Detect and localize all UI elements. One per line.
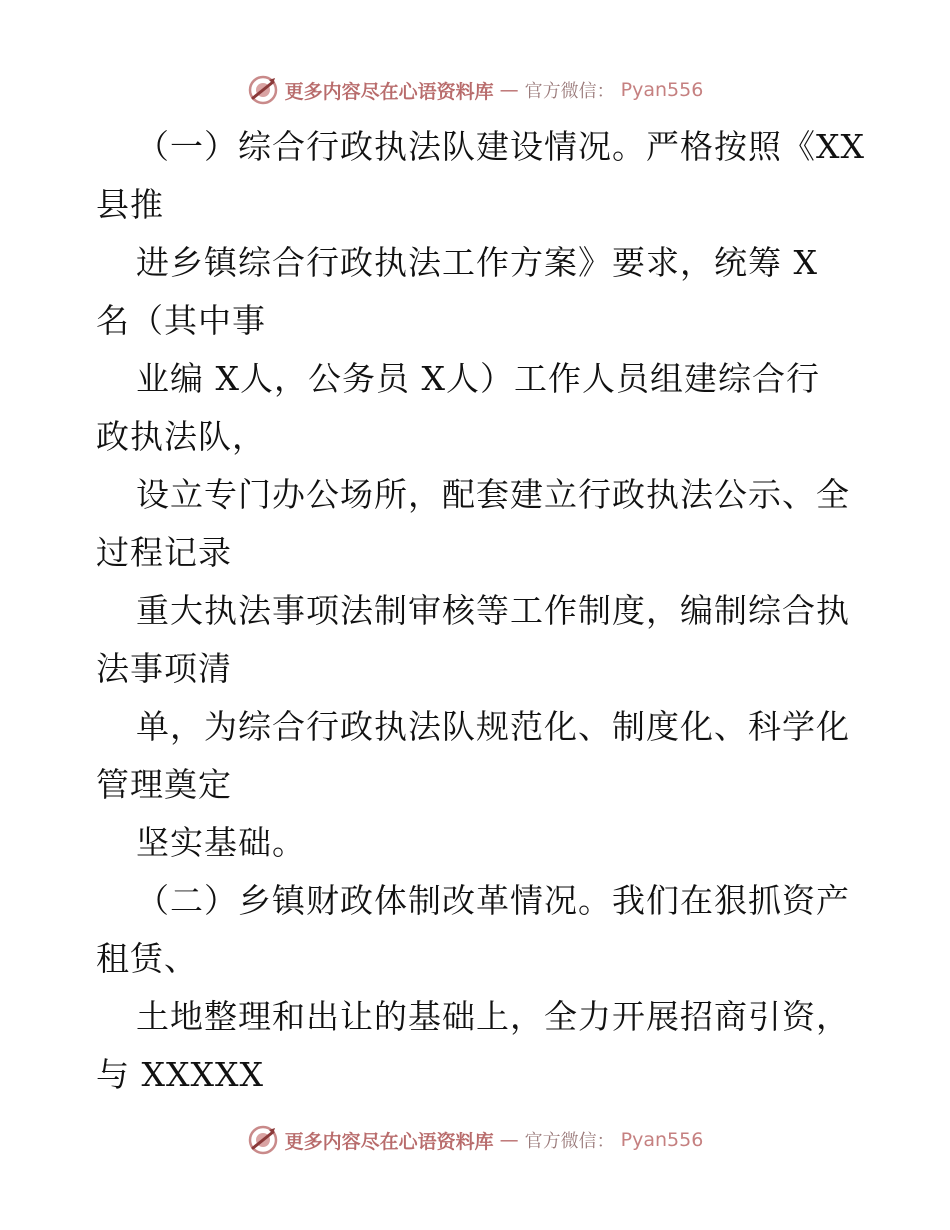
body-line: 业编 X人，公务员 X人）工作人员组建综合行 xyxy=(136,359,820,398)
brand-logo-icon xyxy=(247,74,279,106)
header-contact-label: 官方微信： xyxy=(524,81,615,102)
brand-logo-icon xyxy=(247,1124,279,1156)
body-line: 县推 xyxy=(96,185,164,224)
header-separator: — xyxy=(499,79,519,101)
footer-brand-text: 更多内容尽在心语资料库 xyxy=(284,1130,494,1153)
body-line: 政执法队， xyxy=(96,417,266,456)
body-line: 进乡镇综合行政执法工作方案》要求，统筹 X xyxy=(136,243,818,282)
body-line: 名（其中事 xyxy=(96,301,266,340)
body-line: 过程记录 xyxy=(96,533,232,572)
header-brand-text: 更多内容尽在心语资料库 xyxy=(284,80,494,103)
footer-contact-label: 官方微信： xyxy=(524,1131,615,1152)
body-line: 法事项清 xyxy=(96,649,232,688)
body-line: 土地整理和出让的基础上，全力开展招商引资， xyxy=(136,997,850,1036)
body-line: 坚实基础。 xyxy=(136,823,306,862)
body-line: 重大执法事项法制审核等工作制度，编制综合执 xyxy=(136,591,850,630)
body-line: 单，为综合行政执法队规范化、制度化、科学化 xyxy=(136,707,850,746)
footer-watermark xyxy=(0,1120,950,1160)
footer-contact-id: Pyan556 xyxy=(620,1129,704,1151)
body-line: （二）乡镇财政体制改革情况。我们在狠抓资产 xyxy=(136,881,850,920)
header-contact-id: Pyan556 xyxy=(620,79,704,101)
document-body xyxy=(96,118,865,1104)
body-line: （一）综合行政执法队建设情况。严格按照《XX xyxy=(136,127,865,166)
body-line: 设立专门办公场所，配套建立行政执法公示、全 xyxy=(136,475,850,514)
body-line: 与 XXXXX xyxy=(96,1055,264,1094)
body-line: 管理奠定 xyxy=(96,765,232,804)
body-line: 租赁、 xyxy=(96,939,198,978)
footer-separator: — xyxy=(499,1129,519,1151)
header-watermark xyxy=(0,70,950,110)
